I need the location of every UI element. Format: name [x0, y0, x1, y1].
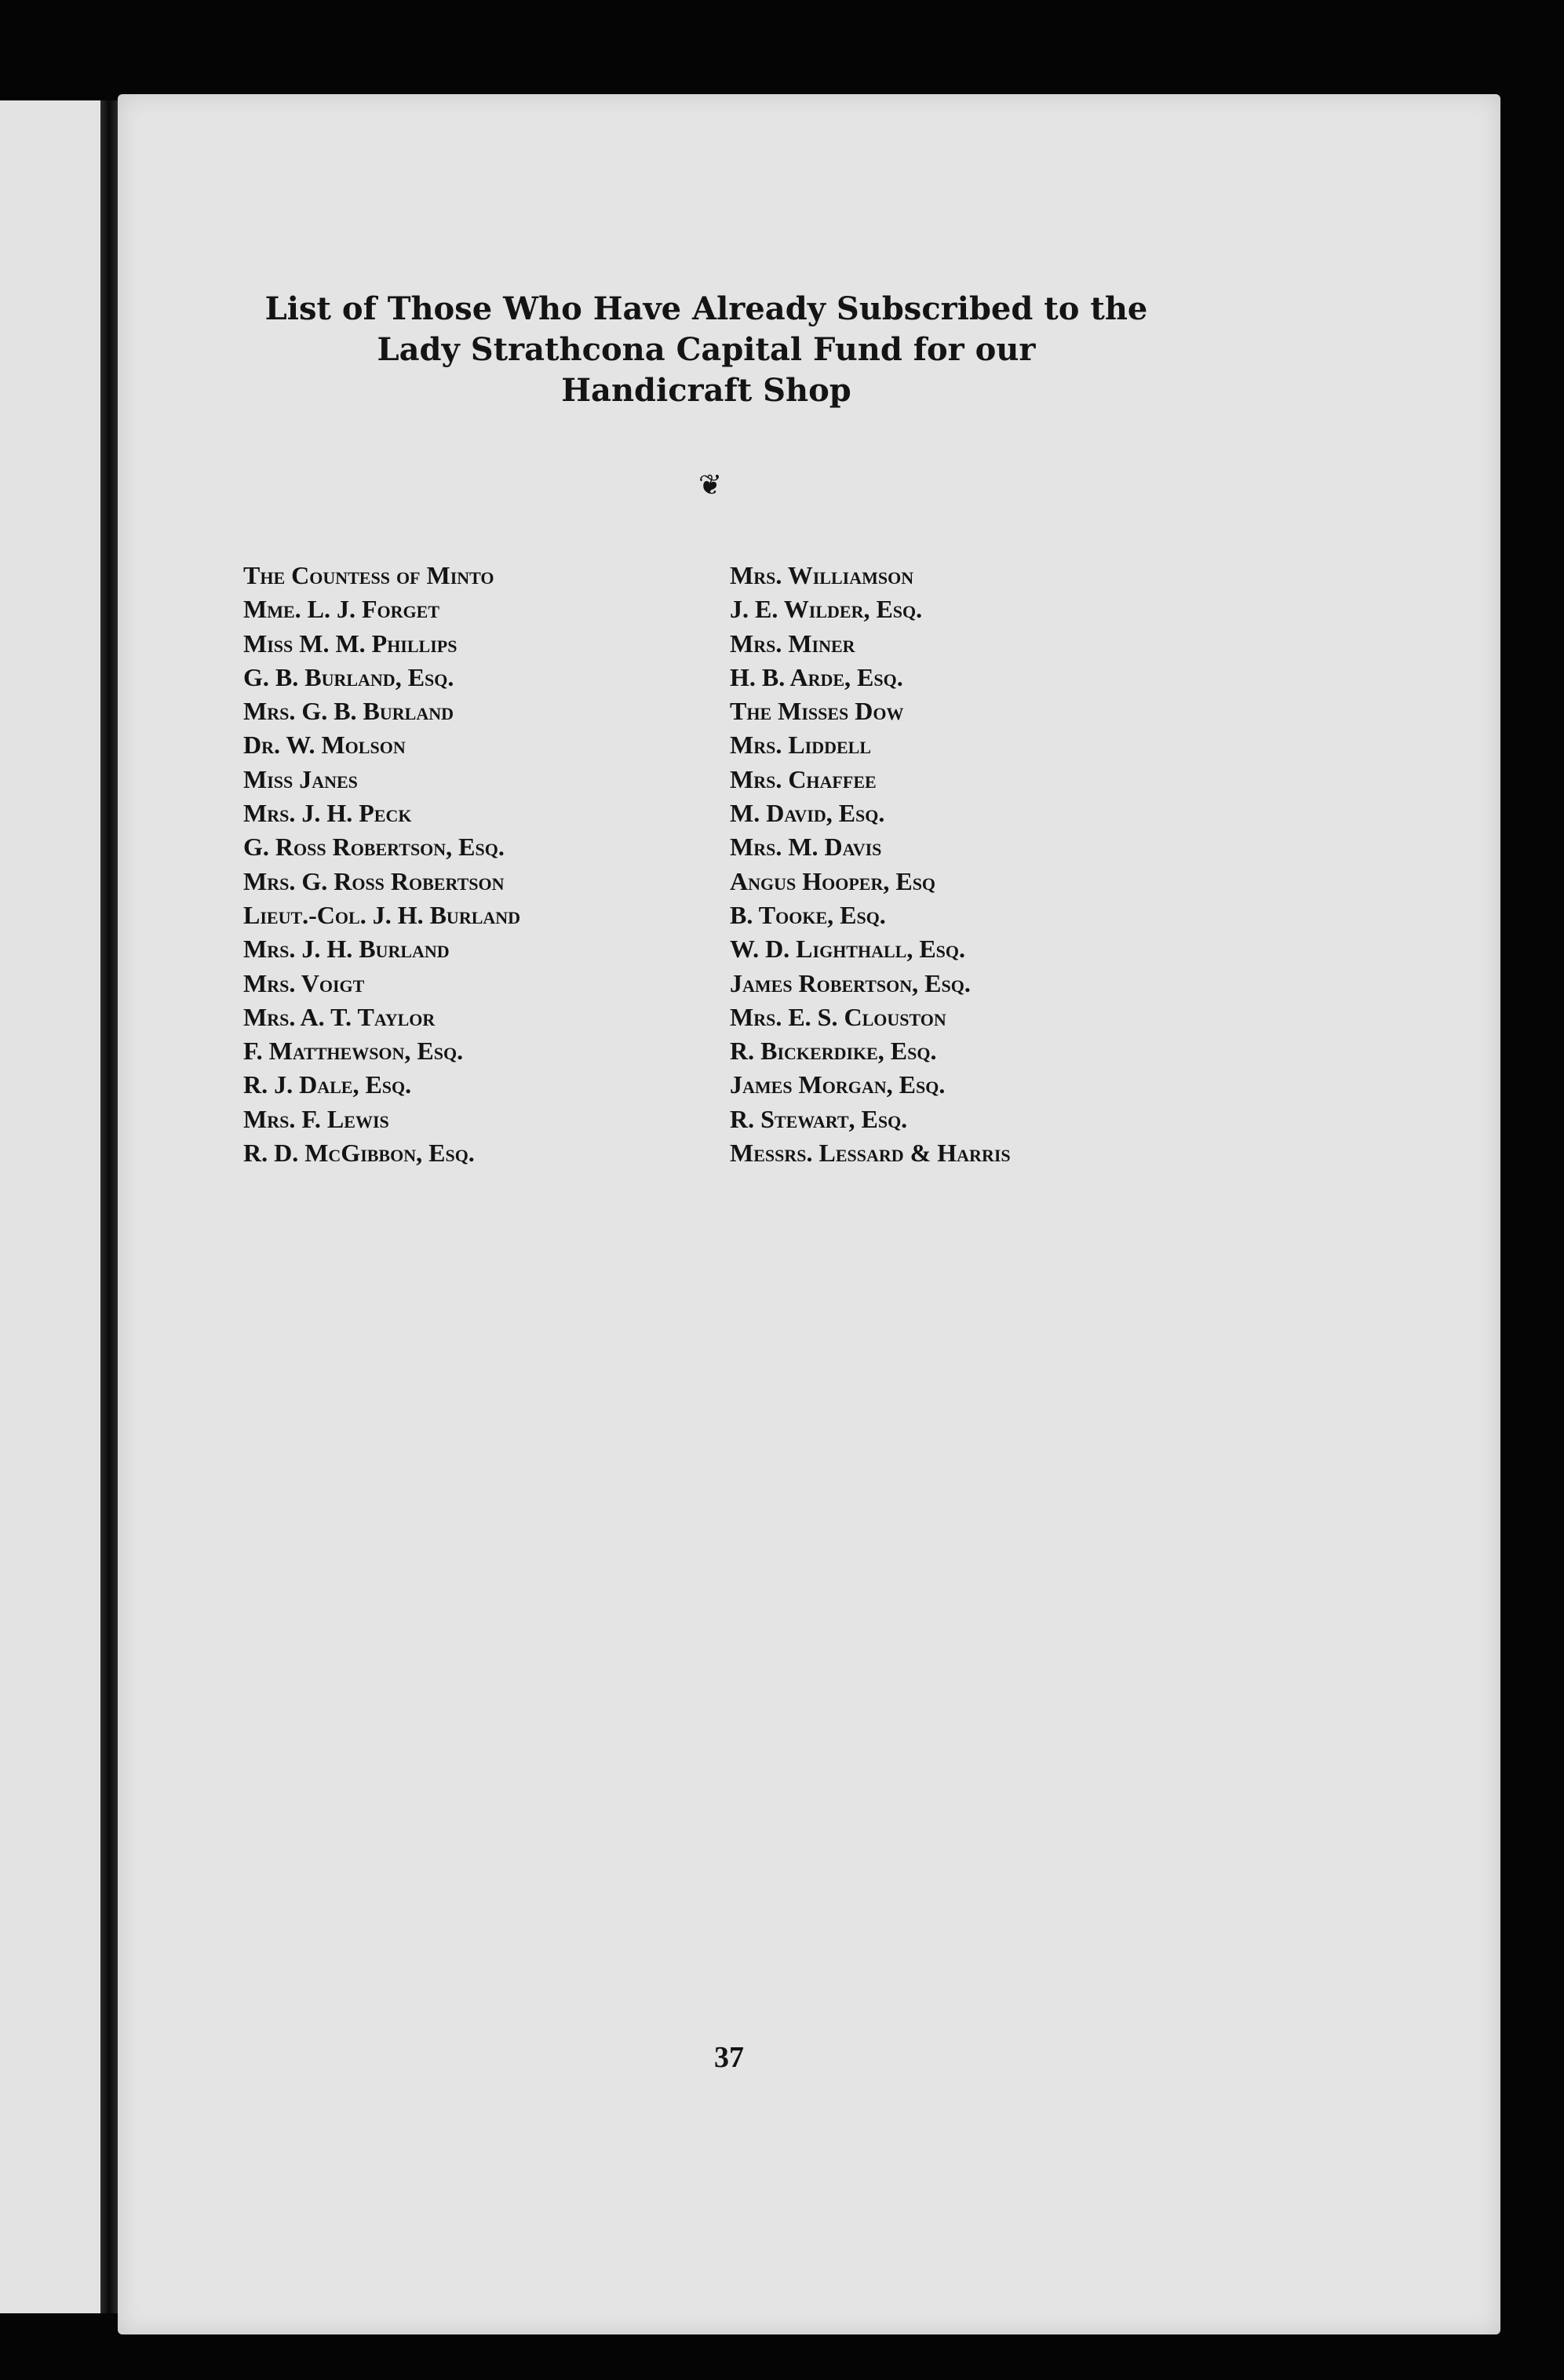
list-item: The Countess of Minto	[243, 561, 494, 589]
list-item: Angus Hooper, Esq	[730, 866, 936, 895]
list-item: Mrs. Chaffee	[730, 764, 877, 793]
list-item: Mrs. J. H. Peck	[243, 799, 412, 828]
list-item: M. David, Esq.	[730, 799, 885, 828]
subscriber-list-left	[243, 559, 520, 1170]
left-page-edge	[0, 100, 108, 2313]
list-item: Mrs. Miner	[730, 629, 855, 658]
list-item: Mrs. Voigt	[243, 968, 365, 997]
list-item: Mrs. J. H. Burland	[243, 935, 450, 964]
list-item: Miss M. M. Phillips	[243, 629, 458, 658]
list-item: G. B. Burland, Esq.	[243, 662, 454, 691]
list-item: Mrs. M. Davis	[730, 833, 882, 862]
list-item: Miss Janes	[243, 764, 358, 793]
list-item: Mrs. G. B. Burland	[243, 697, 454, 726]
list-item: J. E. Wilder, Esq.	[730, 595, 923, 624]
page-title	[118, 289, 1295, 411]
list-item: R. Bickerdike, Esq.	[730, 1037, 937, 1066]
page-number: 37	[714, 2041, 744, 2074]
list-item: Messrs. Lessard & Harris	[730, 1139, 1011, 1168]
page	[118, 94, 1500, 2334]
title-line-1: List of Those Who Have Already Subscribed to the	[264, 290, 1148, 327]
list-item: The Misses Dow	[730, 697, 904, 726]
list-item: R. D. McGibbon, Esq.	[243, 1139, 475, 1168]
list-item: James Morgan, Esq.	[730, 1070, 946, 1099]
list-item: G. Ross Robertson, Esq.	[243, 833, 505, 862]
list-item: Mrs. G. Ross Robertson	[243, 866, 505, 895]
book-spine	[100, 100, 118, 2313]
list-item: R. Stewart, Esq.	[730, 1104, 908, 1133]
subscriber-list-right	[730, 559, 1011, 1170]
list-item: B. Tooke, Esq.	[730, 900, 886, 929]
list-item: Mrs. A. T. Taylor	[243, 1002, 436, 1031]
list-item: F. Matthewson, Esq.	[243, 1037, 464, 1066]
list-item: Mrs. F. Lewis	[243, 1104, 389, 1133]
title-line-3: Handicraft Shop	[561, 372, 851, 409]
list-item: W. D. Lighthall, Esq.	[730, 935, 966, 964]
list-item: James Robertson, Esq.	[730, 968, 971, 997]
list-item: Mrs. Williamson	[730, 561, 914, 589]
fleuron-icon: ❦	[698, 469, 723, 501]
list-item: Mrs. Liddell	[730, 731, 872, 760]
title-line-2: Lady Strathcona Capital Fund for our	[377, 331, 1036, 368]
list-item: H. B. Arde, Esq.	[730, 662, 903, 691]
list-item: R. J. Dale, Esq.	[243, 1070, 412, 1099]
list-item: Mme. L. J. Forget	[243, 595, 439, 624]
list-item: Dr. W. Molson	[243, 731, 406, 760]
list-item: Mrs. E. S. Clouston	[730, 1002, 946, 1031]
list-item: Lieut.-Col. J. H. Burland	[243, 900, 521, 929]
